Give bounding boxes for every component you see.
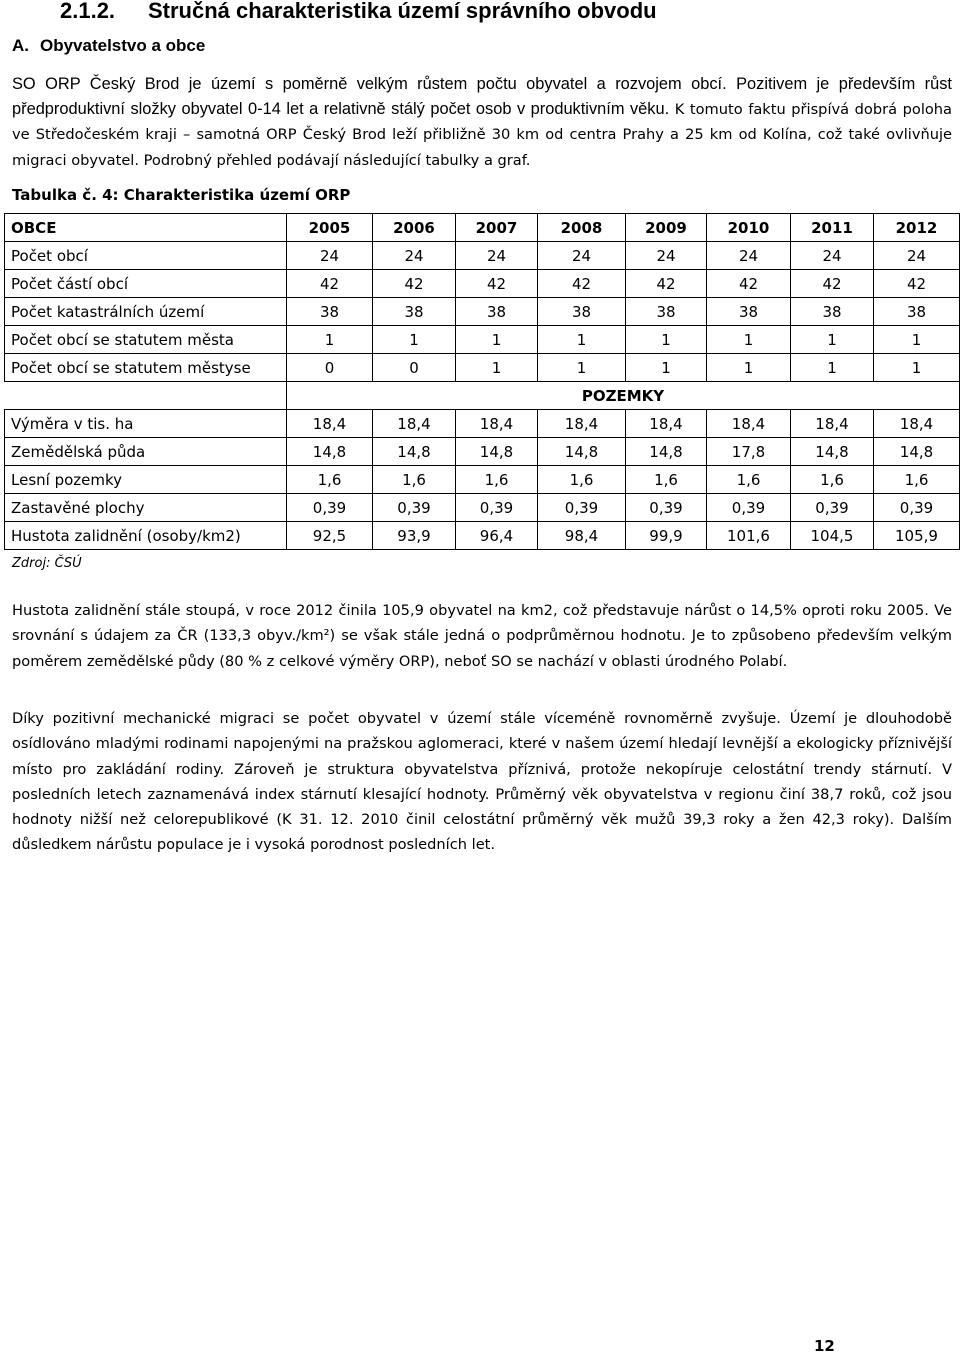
table-cell: 93,9 xyxy=(373,522,456,550)
table-source: Zdroj: ČSÚ xyxy=(12,556,82,571)
table-cell: 0 xyxy=(287,354,373,382)
table-cell: 98,4 xyxy=(538,522,626,550)
table-cell: 24 xyxy=(456,242,538,270)
table-row xyxy=(5,242,960,270)
row-label: Počet obcí se statutem města xyxy=(5,326,287,354)
table-cell: 0,39 xyxy=(626,494,707,522)
table-cell: 0,39 xyxy=(538,494,626,522)
table-cell: 92,5 xyxy=(287,522,373,550)
table-cell: 1 xyxy=(456,354,538,382)
table-row xyxy=(5,466,960,494)
table-cell: 38 xyxy=(791,298,874,326)
page-number: 12 xyxy=(814,1337,835,1355)
table-cell: 18,4 xyxy=(456,410,538,438)
table-cell: 1 xyxy=(791,354,874,382)
table-row xyxy=(5,410,960,438)
table-cell: 0,39 xyxy=(874,494,960,522)
table-row xyxy=(5,494,960,522)
row-label: Zemědělská půda xyxy=(5,438,287,466)
table-cell: 1 xyxy=(538,354,626,382)
table-header-row xyxy=(5,214,960,242)
table-cell: 24 xyxy=(538,242,626,270)
table-cell: 42 xyxy=(456,270,538,298)
table-cell: 14,8 xyxy=(287,438,373,466)
table-row xyxy=(5,326,960,354)
table-cell: 1 xyxy=(456,326,538,354)
row-label: Zastavěné plochy xyxy=(5,494,287,522)
table-cell: 42 xyxy=(874,270,960,298)
table-cell: 18,4 xyxy=(707,410,791,438)
table-cell: 1 xyxy=(791,326,874,354)
table-row xyxy=(5,522,960,550)
table-cell: 1 xyxy=(626,354,707,382)
table-cell: 14,8 xyxy=(456,438,538,466)
row-label: Počet částí obcí xyxy=(5,270,287,298)
table-cell: 18,4 xyxy=(538,410,626,438)
table-row xyxy=(5,438,960,466)
row-label: Počet obcí xyxy=(5,242,287,270)
table-cell: 1 xyxy=(707,326,791,354)
table-cell: 1,6 xyxy=(707,466,791,494)
table-cell: 101,6 xyxy=(707,522,791,550)
table-cell: 38 xyxy=(874,298,960,326)
table-cell: 105,9 xyxy=(874,522,960,550)
row-label: Výměra v tis. ha xyxy=(5,410,287,438)
table-row xyxy=(5,298,960,326)
table-cell: 14,8 xyxy=(874,438,960,466)
body-paragraph-density: Hustota zalidnění stále stoupá, v roce 2012 činila 105,9 obyvatel na km2, což představuje nárůst o 14,5% oproti roku 2005. Ve srovnání s údajem za ČR (133,3 obyv./km²) se však stále jedná o podprůměrnou hodnotu. Je to způsobeno především velkým poměrem zemědělské půdy (80 % z celkové výměry ORP), neboť SO se nachází v oblasti úrodného Polabí. xyxy=(12,602,952,670)
table-cell: 1,6 xyxy=(538,466,626,494)
section-heading xyxy=(60,0,657,24)
table-cell: 18,4 xyxy=(287,410,373,438)
table-cell: 1,6 xyxy=(791,466,874,494)
column-header-year: 2005 xyxy=(287,214,373,242)
table-cell: 42 xyxy=(287,270,373,298)
table-caption: Tabulka č. 4: Charakteristika území ORP xyxy=(12,186,351,204)
table-cell: 17,8 xyxy=(707,438,791,466)
table-cell: 1 xyxy=(538,326,626,354)
table-cell: 14,8 xyxy=(373,438,456,466)
table-cell: 1 xyxy=(373,326,456,354)
table-cell: 18,4 xyxy=(373,410,456,438)
table-cell: 0,39 xyxy=(791,494,874,522)
table-cell: 1,6 xyxy=(287,466,373,494)
table-cell: 1,6 xyxy=(373,466,456,494)
row-label: Lesní pozemky xyxy=(5,466,287,494)
table-cell: 42 xyxy=(707,270,791,298)
column-header-year: 2010 xyxy=(707,214,791,242)
table-cell: 18,4 xyxy=(626,410,707,438)
table-cell: 24 xyxy=(791,242,874,270)
column-header-year: 2011 xyxy=(791,214,874,242)
table-cell: 38 xyxy=(626,298,707,326)
table-cell: 1,6 xyxy=(626,466,707,494)
table-cell: 24 xyxy=(373,242,456,270)
column-header-year: 2012 xyxy=(874,214,960,242)
table-cell: 1 xyxy=(874,354,960,382)
table-cell: 1,6 xyxy=(456,466,538,494)
section-number: 2.1.2. xyxy=(60,0,116,23)
table-cell: 1,6 xyxy=(874,466,960,494)
subsection-title: Obyvatelstvo a obce xyxy=(40,36,206,55)
column-header-label: OBCE xyxy=(5,214,287,242)
table-cell: 14,8 xyxy=(791,438,874,466)
table-cell: 1 xyxy=(626,326,707,354)
table-cell: 42 xyxy=(538,270,626,298)
table-cell: 38 xyxy=(287,298,373,326)
table-cell: 18,4 xyxy=(791,410,874,438)
table-cell: 0,39 xyxy=(373,494,456,522)
row-label: Počet katastrálních území xyxy=(5,298,287,326)
table-cell: 14,8 xyxy=(626,438,707,466)
table-cell: 24 xyxy=(707,242,791,270)
characteristics-table xyxy=(4,213,960,550)
column-header-year: 2009 xyxy=(626,214,707,242)
intro-text-part1: SO ORP Český Brod je území s poměrně velkým růstem počtu obyvatel a rozvojem obcí. Pozitivem je především růst předproduktivní složky obyvatel 0-14 let a relativně stálý počet osob v produktivním věku. xyxy=(12,75,952,118)
table-cell: 14,8 xyxy=(538,438,626,466)
table-cell: 24 xyxy=(874,242,960,270)
table-cell: 0,39 xyxy=(287,494,373,522)
column-header-year: 2006 xyxy=(373,214,456,242)
intro-text-part2: K tomuto faktu přispívá dobrá poloha ve Středočeském kraji – samotná ORP Český Brod leží přibližně 30 km od centra Prahy a 25 km od Kolína, což také ovlivňuje migraci obyvatel. Podrobný přehled podávají následující tabulky a graf. xyxy=(12,100,952,169)
section-title: Stručná charakteristika území správního obvodu xyxy=(148,0,657,23)
table-cell: 1 xyxy=(287,326,373,354)
subsection-heading xyxy=(12,36,205,56)
table-cell: 1 xyxy=(707,354,791,382)
table-cell: 0 xyxy=(373,354,456,382)
column-header-year: 2008 xyxy=(538,214,626,242)
table-cell: 96,4 xyxy=(456,522,538,550)
section-label: POZEMKY xyxy=(287,382,960,410)
table-cell: 42 xyxy=(791,270,874,298)
table-cell: 104,5 xyxy=(791,522,874,550)
row-label: Počet obcí se statutem městyse xyxy=(5,354,287,382)
table-cell: 38 xyxy=(373,298,456,326)
subsection-letter: A. xyxy=(12,36,29,55)
table-cell: 38 xyxy=(538,298,626,326)
intro-paragraph xyxy=(12,72,952,173)
table-section-row xyxy=(5,382,960,410)
table-row xyxy=(5,270,960,298)
table-cell: 99,9 xyxy=(626,522,707,550)
column-header-year: 2007 xyxy=(456,214,538,242)
table-cell: 0,39 xyxy=(707,494,791,522)
table-row xyxy=(5,354,960,382)
table-cell: 1 xyxy=(874,326,960,354)
table-cell: 42 xyxy=(373,270,456,298)
table-cell: 24 xyxy=(626,242,707,270)
table-cell: 18,4 xyxy=(874,410,960,438)
table-cell: 38 xyxy=(707,298,791,326)
table-cell: 38 xyxy=(456,298,538,326)
table-cell: 0,39 xyxy=(456,494,538,522)
body-paragraph-migration: Díky pozitivní mechanické migraci se počet obyvatel v území stále víceméně rovnoměrně zvyšuje. Území je dlouhodobě osídlováno mladými rodinami napojenými na pražskou aglomeraci, které v našem území hledají levnější a ekologicky příznivější místo pro zakládání rodiny. Zároveň je struktura obyvatelstva příznivá, protože nekopíruje celostátní trendy stárnutí. V posledních letech zaznamenává index stárnutí klesající hodnoty. Průměrný věk obyvatelstva v regionu činí 38,7 roků, což jsou hodnoty nižší než celorepublikové (K 31. 12. 2010 činil celostátní průměrný věk mužů 39,3 roky a žen 42,3 roky). Dalším důsledkem nárůstu populace je i vysoká porodnost posledních let. xyxy=(12,710,952,854)
row-label: Hustota zalidnění (osoby/km2) xyxy=(5,522,287,550)
table-cell: 24 xyxy=(287,242,373,270)
table-cell: 42 xyxy=(626,270,707,298)
section-blank-cell xyxy=(5,382,287,410)
